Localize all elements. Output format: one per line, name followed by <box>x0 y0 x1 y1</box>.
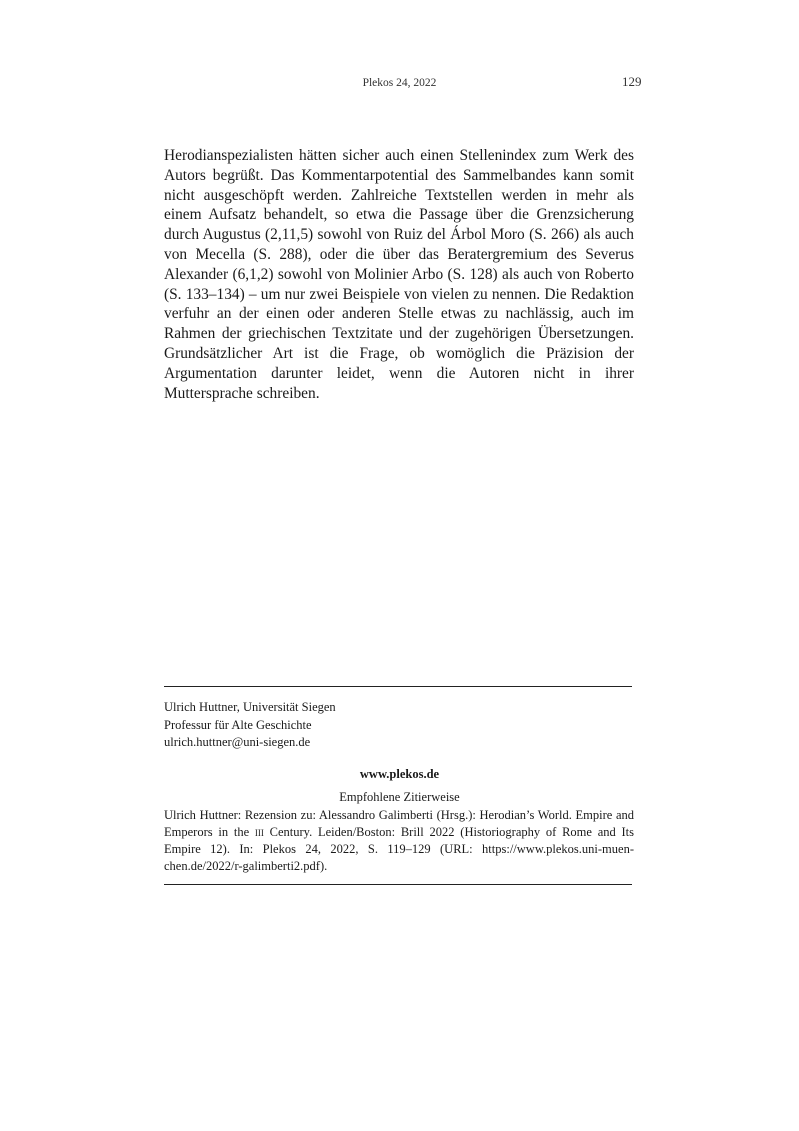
body-paragraph: Herodianspezialisten hätten sicher auch einen Stellenindex zum Werk des Autors begrüßt. Das Kommentarpotential des Sammelbandes kann somit nicht ausgeschöpft werden. Zahlreiche Textstellen werden in mehr als einem Aufsatz behandelt, so etwa die Passage über die Grenzsicherung durch Augustus (2,11,5) sowohl von Ruiz del Árbol Moro (S. 266) als auch von Mecella (S. 288), oder die über das Beratergremium des Severus Alexander (6,1,2) sowohl von Molinier Arbo (S. 128) als auch von Roberto (S. 133–134) – um nur zwei Beispiele von vielen zu nennen. Die Redaktion verfuhr an der einen oder anderen Stelle etwas zu nachlässig, auch im Rahmen der griechischen Textzitate und der zugehörigen Übersetzungen. Grundsätzlicher Art ist die Frage, ob womöglich die Präzision der Argumentation darunter leidet, wenn die Autoren nicht in ihrer Muttersprache schreiben. <box>164 147 634 402</box>
citation-heading: Empfohlene Zitierweise <box>339 790 460 804</box>
citation-part-1: Ulrich Huttner: Rezension zu: Alessandro Galimberti (Hrsg.): Herodian’s World. Empire and Emperors in the <box>164 808 634 839</box>
author-block <box>164 699 634 752</box>
footer-rule-top <box>164 686 632 687</box>
author-position: Professur für Alte Geschichte <box>164 717 312 732</box>
author-name-affiliation: Ulrich Huttner, Universität Siegen <box>164 700 336 714</box>
page-number: 129 <box>622 74 642 89</box>
website-link[interactable]: www.plekos.de <box>359 767 440 781</box>
citation-part-2: Century. Leiden/Boston: Brill 2022 (Historiography of Rome and Its Empire 12). In: Plekos 24, 2022, S. 119–129 (URL: https://www.plekos.uni-muenchen.de/2022/r-galimberti2.pdf). <box>164 825 635 873</box>
citation-text <box>164 807 634 875</box>
citation-roman-numeral: iii <box>254 825 264 839</box>
running-head: Plekos 24, 2022 <box>362 77 437 89</box>
author-email[interactable]: ulrich.huttner@uni-siegen.de <box>164 735 311 749</box>
footer-rule-bottom <box>164 884 632 885</box>
